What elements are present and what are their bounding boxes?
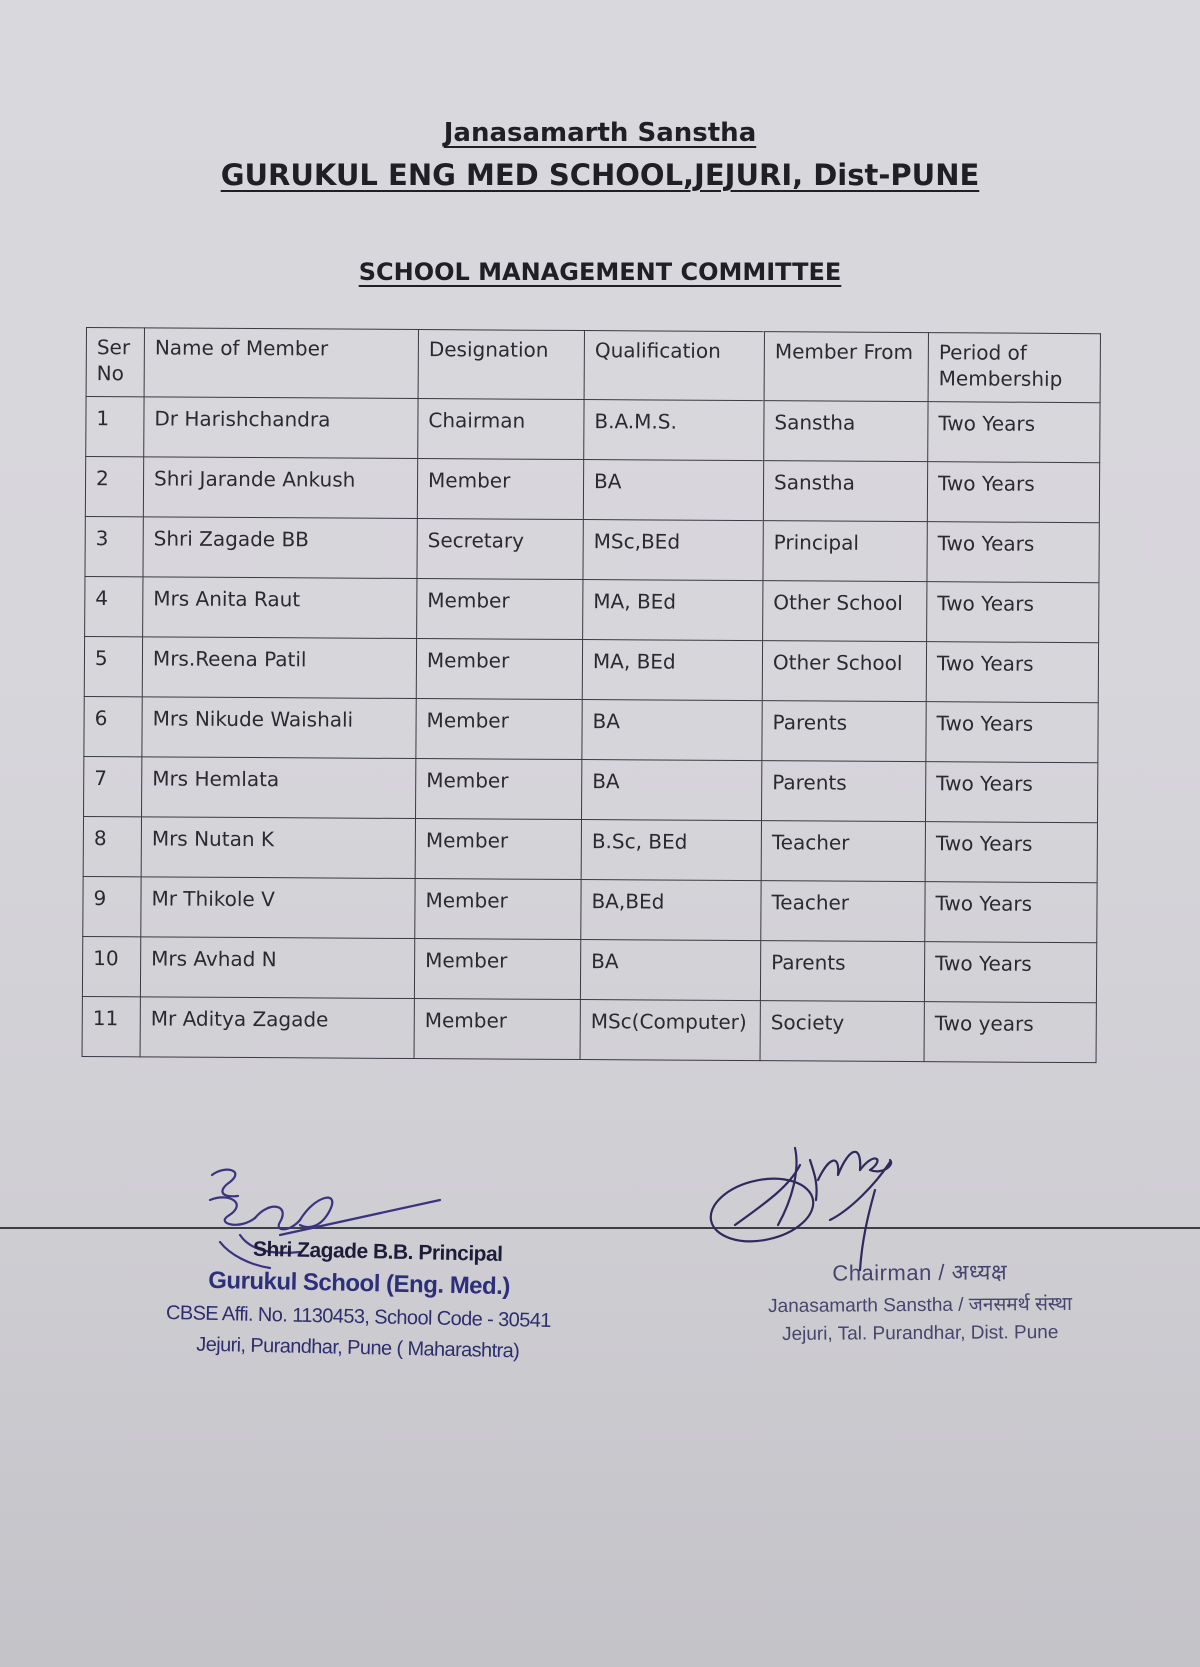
committee-table-wrapper [82, 327, 1100, 1063]
column-header-qualification: Qualification [584, 331, 764, 401]
cell-name: Shri Jarande Ankush [143, 457, 417, 519]
principal-affiliation-line: CBSE Affi. No. 1130453, School Code - 30541 [165, 1301, 551, 1333]
cell-designation: Member [416, 639, 582, 700]
cell-qualification: MA, BEd [583, 580, 763, 641]
cell-designation: Secretary [417, 519, 583, 580]
cell-name: Mr Thikole V [141, 877, 415, 939]
cell-name: Mrs.Reena Patil [142, 637, 416, 699]
cell-designation: Chairman [418, 399, 584, 460]
cell-period: Two Years [925, 882, 1097, 943]
cell-qualification: BA [583, 460, 763, 521]
cell-ser-no: 11 [82, 996, 140, 1056]
column-header-designation: Designation [418, 330, 584, 400]
organization-heading: Janasamarth Sanstha [443, 118, 757, 148]
school-heading: GURUKUL ENG MED SCHOOL,JEJURI, Dist-PUNE [220, 158, 980, 192]
table-row [85, 516, 1099, 582]
table-header-row [86, 328, 1100, 403]
committee-table [82, 327, 1101, 1063]
cell-name: Mrs Nutan K [141, 817, 415, 879]
cell-name: Mrs Avhad N [140, 937, 414, 999]
cell-qualification: BA [582, 700, 762, 761]
cell-ser-no: 7 [84, 756, 142, 816]
cell-designation: Member [415, 819, 581, 880]
cell-designation: Member [416, 759, 582, 820]
cell-period: Two Years [926, 702, 1098, 763]
cell-member-from: Teacher [761, 881, 925, 942]
cell-period: Two Years [927, 462, 1099, 523]
cell-name: Mrs Nikude Waishali [142, 697, 416, 759]
cell-member-from: Parents [760, 941, 924, 1002]
table-row [82, 936, 1096, 1002]
cell-name: Mrs Anita Raut [143, 577, 417, 639]
chairman-org-line: Janasamarth Sanstha / जनसमर्थ संस्था [768, 1293, 1073, 1318]
table-row [85, 576, 1099, 642]
table-row [83, 816, 1097, 882]
cell-qualification: MSc,BEd [583, 520, 763, 581]
cell-qualification: MSc(Computer) [580, 1000, 760, 1061]
cell-ser-no: 2 [85, 457, 143, 517]
table-row [82, 996, 1096, 1062]
cell-member-from: Parents [761, 761, 925, 822]
column-header-name: Name of Member [144, 328, 418, 399]
cell-name: Dr Harishchandra [144, 397, 418, 459]
cell-qualification: BA,BEd [581, 880, 761, 941]
cell-period: Two Years [924, 942, 1096, 1003]
cell-member-from: Other School [762, 641, 926, 702]
principal-stamp [148, 1236, 570, 1365]
principal-address-line: Jejuri, Purandhar, Pune ( Maharashtra) [196, 1333, 520, 1363]
cell-member-from: Sanstha [764, 401, 928, 462]
cell-member-from: Teacher [761, 821, 925, 882]
cell-designation: Member [417, 459, 583, 520]
cell-qualification: BA [580, 940, 760, 1001]
cell-period: Two years [924, 1002, 1096, 1063]
table-row [85, 457, 1099, 523]
cell-designation: Member [416, 699, 582, 760]
chairman-stamp [720, 1256, 1121, 1347]
table-row [86, 397, 1100, 463]
cell-ser-no: 4 [85, 576, 143, 636]
cell-ser-no: 1 [86, 397, 144, 457]
column-header-ser-no: Ser No [86, 328, 144, 397]
table-row [84, 756, 1098, 822]
cell-ser-no: 10 [82, 936, 140, 996]
table-row [83, 876, 1097, 942]
cell-period: Two Years [928, 402, 1100, 463]
cell-qualification: B.A.M.S. [584, 400, 764, 461]
cell-member-from: Society [760, 1001, 924, 1062]
cell-ser-no: 3 [85, 516, 143, 576]
cell-ser-no: 9 [83, 876, 141, 936]
cell-designation: Member [417, 579, 583, 640]
column-header-member-from: Member From [764, 332, 928, 402]
cell-period: Two Years [925, 762, 1097, 823]
column-header-period: Period of Membership [928, 333, 1100, 403]
cell-member-from: Sanstha [763, 461, 927, 522]
cell-designation: Member [415, 879, 581, 940]
cell-period: Two Years [927, 522, 1099, 583]
principal-school-line: Gurukul School (Eng. Med.) [207, 1266, 511, 1301]
cell-qualification: BA [582, 760, 762, 821]
cell-period: Two Years [926, 642, 1098, 703]
cell-member-from: Parents [762, 701, 926, 762]
cell-ser-no: 6 [84, 696, 142, 756]
table-row [84, 636, 1098, 702]
cell-qualification: B.Sc, BEd [581, 820, 761, 881]
committee-title: SCHOOL MANAGEMENT COMMITTEE [358, 258, 842, 286]
cell-designation: Member [414, 939, 580, 1000]
cell-designation: Member [414, 999, 580, 1060]
cell-ser-no: 5 [84, 636, 142, 696]
cell-member-from: Principal [763, 521, 927, 582]
chairman-address-line: Jejuri, Tal. Purandhar, Dist. Pune [781, 1322, 1059, 1345]
cell-member-from: Other School [763, 581, 927, 642]
principal-name-line: Shri Zagade B.B. Principal [252, 1237, 503, 1266]
cell-name: Shri Zagade BB [143, 517, 417, 579]
cell-period: Two Years [925, 822, 1097, 883]
cell-qualification: MA, BEd [582, 640, 762, 701]
chairman-title-line: Chairman / अध्यक्ष [832, 1259, 1008, 1286]
cell-name: Mrs Hemlata [142, 757, 416, 819]
cell-period: Two Years [927, 582, 1099, 643]
cell-name: Mr Aditya Zagade [140, 997, 414, 1059]
cell-ser-no: 8 [83, 816, 141, 876]
table-row [84, 696, 1098, 762]
